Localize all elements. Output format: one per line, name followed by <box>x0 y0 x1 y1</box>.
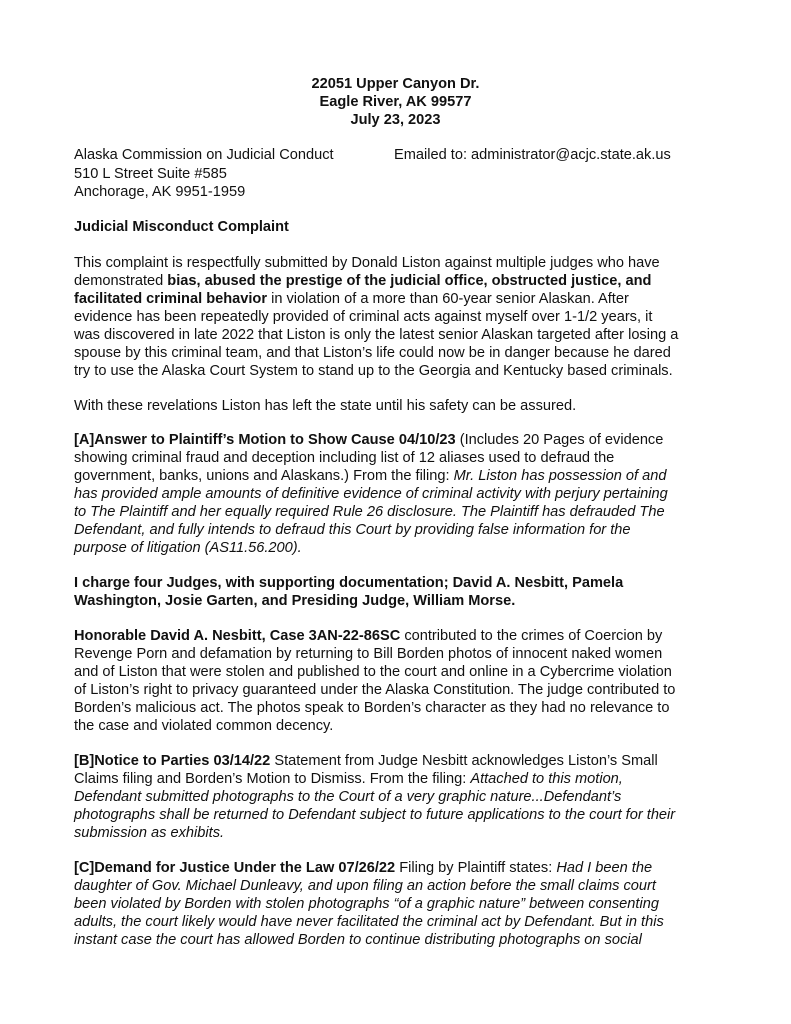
italic-text-run: daughter of Gov. Michael Dunleavy, and upon filing an action before the small claims court <box>74 878 656 894</box>
text-run: in violation of a more than 60-year senior Alaskan. After <box>267 291 629 307</box>
text-line <box>74 592 724 610</box>
text-line: This complaint is respectfully submitted by Donald Liston against multiple judges who have <box>74 255 660 271</box>
text-line: Borden’s malicious act. The photos speak to Borden’s character as they had no relevance to <box>74 700 670 716</box>
italic-text-run: has provided ample amounts of definitive evidence of criminal activity with perjury pertaining <box>74 486 668 502</box>
text-line <box>74 539 724 557</box>
recipient-name: Alaska Commission on Judicial Conduct <box>74 147 334 163</box>
bold-text-run: bias, abused the prestige of the judicial office, obstructed justice, and <box>167 273 652 289</box>
text-line <box>74 574 724 592</box>
bold-text-run: Honorable David A. Nesbitt, Case 3AN-22-86SC <box>74 628 401 644</box>
italic-text-run: adults, the court likely would have never facilitated the criminal act by Defendant. But in this <box>74 914 664 930</box>
text-line <box>74 752 724 770</box>
text-run: Claims filing and Borden’s Motion to Dismiss. From the filing: <box>74 771 471 787</box>
recipient-city: Anchorage, AK 9951-1959 <box>74 184 246 200</box>
italic-text-run: to The Plaintiff and her equally required Rule 26 disclosure. The Plaintiff has defrauded The <box>74 504 665 520</box>
item-c-paragraph <box>74 859 724 949</box>
bold-text-run: I charge four Judges, with supporting documentation; David A. Nesbitt, Pamela <box>74 575 624 591</box>
text-line <box>74 859 724 877</box>
italic-text-run: Defendant, and fully intends to defraud this Court by providing false information for the <box>74 522 631 538</box>
italic-text-run: instant case the court has allowed Borden to continue distributing photographs on social <box>74 932 642 948</box>
italic-text-run: Had I been the <box>556 860 653 876</box>
text-line <box>74 521 724 539</box>
italic-text-run: purpose of litigation (AS11.56.200). <box>74 540 302 556</box>
text-line <box>74 503 724 521</box>
nesbitt-paragraph <box>74 627 724 735</box>
complaint-title: Judicial Misconduct Complaint <box>74 219 289 235</box>
text-run: contributed to the crimes of Coercion by <box>400 628 663 644</box>
italic-text-run: submission as exhibits. <box>74 825 225 841</box>
text-line <box>74 467 724 485</box>
letter-date: July 23, 2023 <box>350 112 441 128</box>
bold-text-run: facilitated criminal behavior <box>74 291 268 307</box>
text-line <box>74 431 724 449</box>
revelations-paragraph <box>74 397 724 415</box>
text-line <box>74 824 724 842</box>
text-line: evidence has been repeatedly provided of criminal acts against myself over 1-1/2 years, it <box>74 309 653 325</box>
text-line: try to use the Alaska Court System to stand up to the Georgia and Kentucky based criminals. <box>74 363 673 379</box>
text-line: of Liston’s right to privacy guaranteed under the Alaska Constitution. The judge contributed to <box>74 682 676 698</box>
italic-text-run: Mr. Liston has possession of and <box>453 468 667 484</box>
text-line <box>74 806 724 824</box>
text-line <box>74 272 724 290</box>
text-line <box>74 788 724 806</box>
text-line <box>74 770 724 788</box>
text-line: and of Liston that were stolen and published to the court and online in a Cybercrime violation <box>74 664 672 680</box>
recipient-street: 510 L Street Suite #585 <box>74 165 227 182</box>
text-line: With these revelations Liston has left the state until his safety can be assured. <box>74 398 577 414</box>
text-line: the case and violated common decency. <box>74 718 334 734</box>
recipient-address-block <box>74 146 334 202</box>
sender-street: 22051 Upper Canyon Dr. <box>311 76 480 92</box>
text-run: (Includes 20 Pages of evidence <box>455 432 664 448</box>
bold-text-run: [B]Notice to Parties 03/14/22 <box>74 753 271 769</box>
bold-text-run: [A]Answer to Plaintiff’s Motion to Show Cause 04/10/23 <box>74 432 456 448</box>
charge-paragraph <box>74 574 724 610</box>
text-line <box>74 931 724 949</box>
bold-text-run: Washington, Josie Garten, and Presiding Judge, William Morse. <box>74 593 516 609</box>
text-line: was discovered in late 2022 that Liston is only the latest senior Alaskan targeted after losing a <box>74 327 679 343</box>
text-line: Revenge Porn and defamation by returning to Bill Borden photos of innocent naked women <box>74 646 663 662</box>
text-line <box>74 485 724 503</box>
italic-text-run: photographs shall be returned to Defendant subject to future applications to the court for their <box>74 807 676 823</box>
emailed-to-line: Emailed to: administrator@acjc.state.ak.us <box>394 147 671 163</box>
text-line <box>74 290 724 308</box>
text-run: Statement from Judge Nesbitt acknowledges Liston’s Small <box>270 753 658 769</box>
text-line <box>74 913 724 931</box>
text-line <box>74 877 724 895</box>
item-a-paragraph <box>74 431 724 557</box>
text-run: government, banks, unions and Alaskans.) From the filing: <box>74 468 454 484</box>
sender-city: Eagle River, AK 99577 <box>319 94 472 110</box>
italic-text-run: Attached to this motion, <box>470 771 623 787</box>
text-run: demonstrated <box>74 273 168 289</box>
italic-text-run: Defendant submitted photographs to the Court of a very graphic nature...Defendant’s <box>74 789 622 805</box>
text-line: showing criminal fraud and deception including list of 12 aliases used to defraud the <box>74 450 615 466</box>
sender-address-block <box>0 75 791 129</box>
text-line: spouse by this criminal team, and that Liston’s life could now be in danger because he dared <box>74 345 671 361</box>
text-line <box>74 627 724 645</box>
intro-paragraph <box>74 254 724 380</box>
text-line <box>74 895 724 913</box>
italic-text-run: been violated by Borden with stolen photographs “of a graphic nature” between consenting <box>74 896 659 912</box>
text-run: Filing by Plaintiff states: <box>395 860 557 876</box>
item-b-paragraph <box>74 752 724 842</box>
bold-text-run: [C]Demand for Justice Under the Law 07/26/22 <box>74 860 396 876</box>
